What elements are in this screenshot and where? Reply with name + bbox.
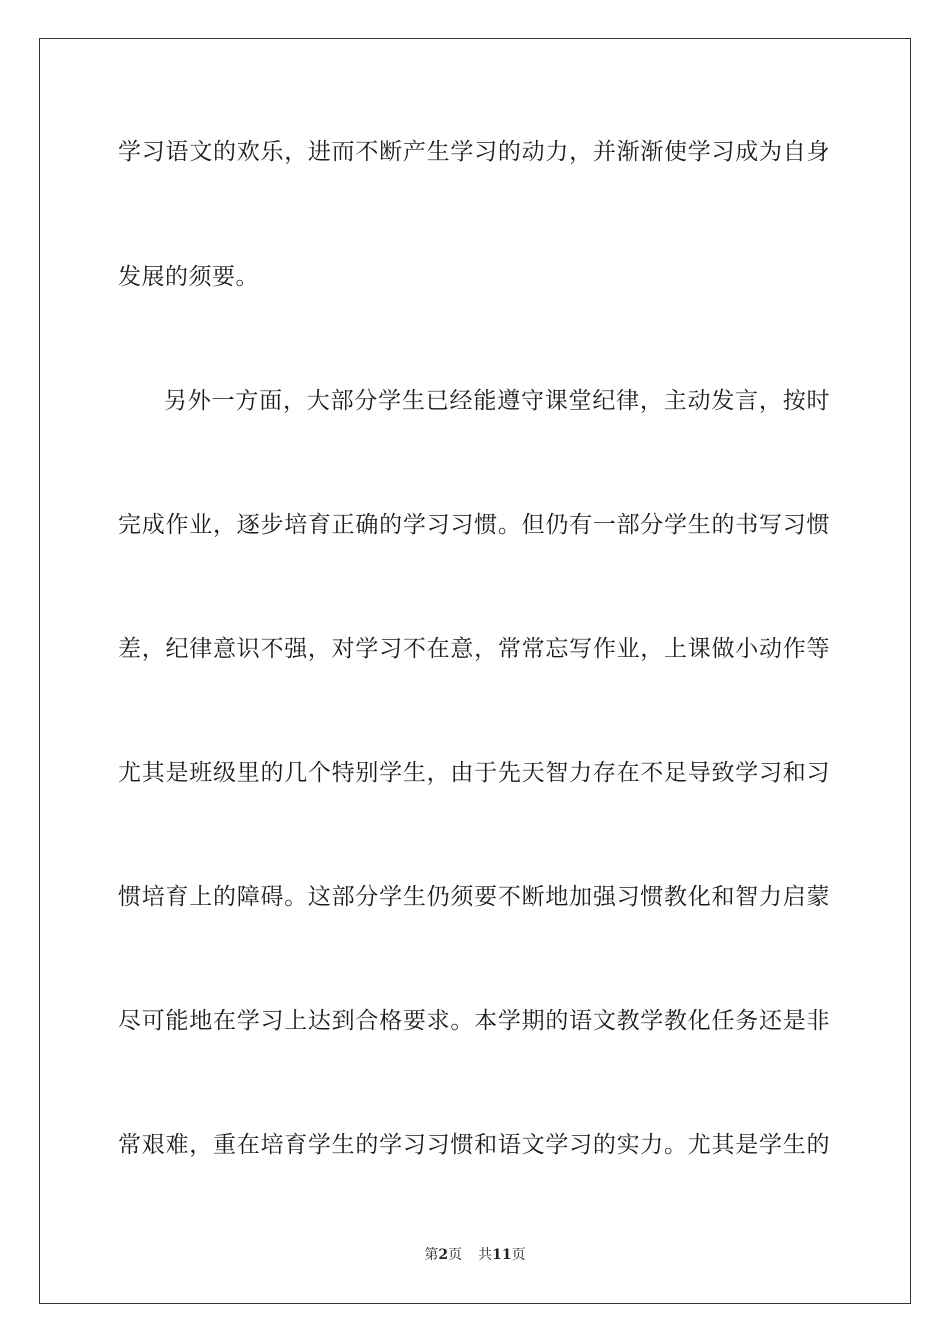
footer-page-number: 2 bbox=[438, 1247, 449, 1263]
footer-page-suffix: 页 bbox=[448, 1247, 463, 1263]
paragraph-line-7: 惯培育上的障碍。这部分学生仍须要不断地加强习惯教化和智力启蒙 bbox=[118, 884, 830, 910]
page-border bbox=[39, 38, 911, 1304]
footer-page-prefix: 第 bbox=[424, 1247, 439, 1263]
footer-total-pages: 11 bbox=[492, 1247, 512, 1263]
paragraph-line-8: 尽可能地在学习上达到合格要求。本学期的语文教学教化任务还是非 bbox=[118, 1008, 830, 1034]
paragraph-line-2: 发展的须要。 bbox=[118, 264, 259, 290]
footer-total-prefix: 共 bbox=[478, 1247, 493, 1263]
footer-total-suffix: 页 bbox=[511, 1247, 526, 1263]
paragraph-line-4: 完成作业，逐步培育正确的学习习惯。但仍有一部分学生的书写习惯 bbox=[118, 512, 830, 538]
page-footer bbox=[0, 1246, 950, 1264]
paragraph-line-6: 尤其是班级里的几个特别学生，由于先天智力存在不足导致学习和习 bbox=[118, 760, 830, 786]
paragraph-line-9: 常艰难，重在培育学生的学习习惯和语文学习的实力。尤其是学生的 bbox=[118, 1132, 830, 1158]
paragraph-line-5: 差，纪律意识不强，对学习不在意，常常忘写作业，上课做小动作等 bbox=[118, 636, 830, 662]
paragraph-line-3: 另外一方面，大部分学生已经能遵守课堂纪律，主动发言，按时 bbox=[164, 388, 830, 414]
paragraph-line-1: 学习语文的欢乐，进而不断产生学习的动力，并渐渐使学习成为自身 bbox=[118, 139, 830, 165]
